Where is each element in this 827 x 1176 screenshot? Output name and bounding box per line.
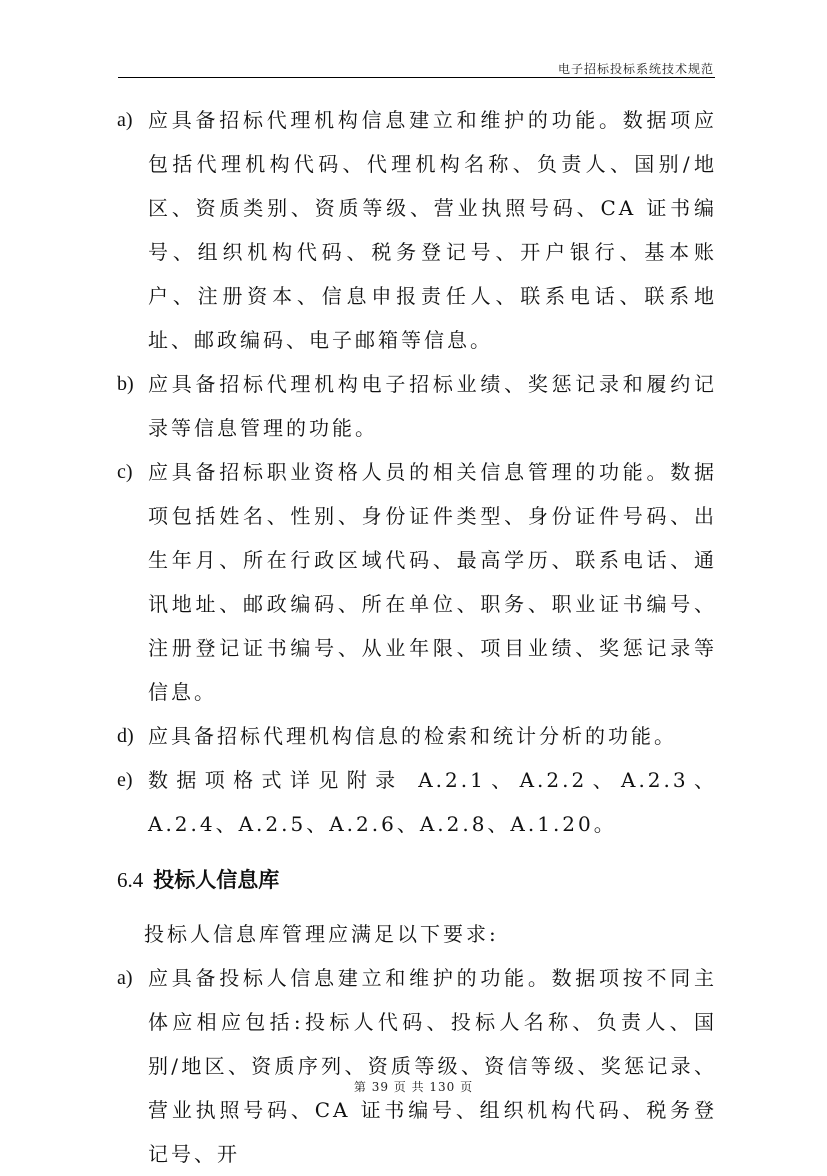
list-item-a [117,98,717,362]
item-marker: a) [117,109,133,131]
list-item-e [117,758,717,846]
list-item-b [117,362,717,450]
item-marker: c) [117,461,133,483]
section-intro: 投标人信息库管理应满足以下要求: [144,922,499,946]
list-item-a [117,956,717,1176]
header-title: 电子招标投标系统技术规范 [557,62,714,76]
section-title: 投标人信息库 [153,868,280,892]
item-marker: b) [117,373,134,395]
list-item-c [117,450,717,714]
section-heading [117,858,717,902]
list-item-d [117,714,717,758]
item-text: 应具备投标人信息建立和维护的功能。数据项按不同主体应相应包括:投标人代码、投标人名称、负责人、国别/地区、资质序列、资质等级、资信等级、奖惩记录、营业执照号码、CA 证书编号、组织机构代码、税务登记号、开 [148,966,717,1166]
item-text: 应具备招标代理机构信息建立和维护的功能。数据项应包括代理机构代码、代理机构名称、负责人、国别/地区、资质类别、资质等级、营业执照号码、CA 证书编号、组织机构代码、税务登记号、开户银行、基本账户、注册资本、信息申报责任人、联系电话、联系地址、邮政编码、电子邮箱等信息。 [148,108,717,352]
section-number: 6.4 [117,868,144,892]
requirement-list-agency [117,98,717,846]
item-text: 应具备招标代理机构信息的检索和统计分析的功能。 [148,724,677,748]
item-marker: a) [117,967,133,989]
item-marker: e) [117,769,133,791]
page-number: 第 39 页 共 130 页 [353,1080,474,1094]
page-content [117,98,717,1176]
header-rule [118,77,715,78]
requirement-list-bidder [117,956,717,1176]
item-text: 数据项格式详见附录 A.2.1、A.2.2、A.2.3、A.2.4、A.2.5、A.2.6、A.2.8、A.1.20。 [148,768,717,836]
item-text: 应具备招标代理机构电子招标业绩、奖惩记录和履约记录等信息管理的功能。 [148,372,717,440]
item-text: 应具备招标职业资格人员的相关信息管理的功能。数据项包括姓名、性别、身份证件类型、身份证件号码、出生年月、所在行政区域代码、最高学历、联系电话、通讯地址、邮政编码、所在单位、职务、职业证书编号、注册登记证书编号、从业年限、项目业绩、奖惩记录等信息。 [148,460,717,704]
item-marker: d) [117,725,134,747]
